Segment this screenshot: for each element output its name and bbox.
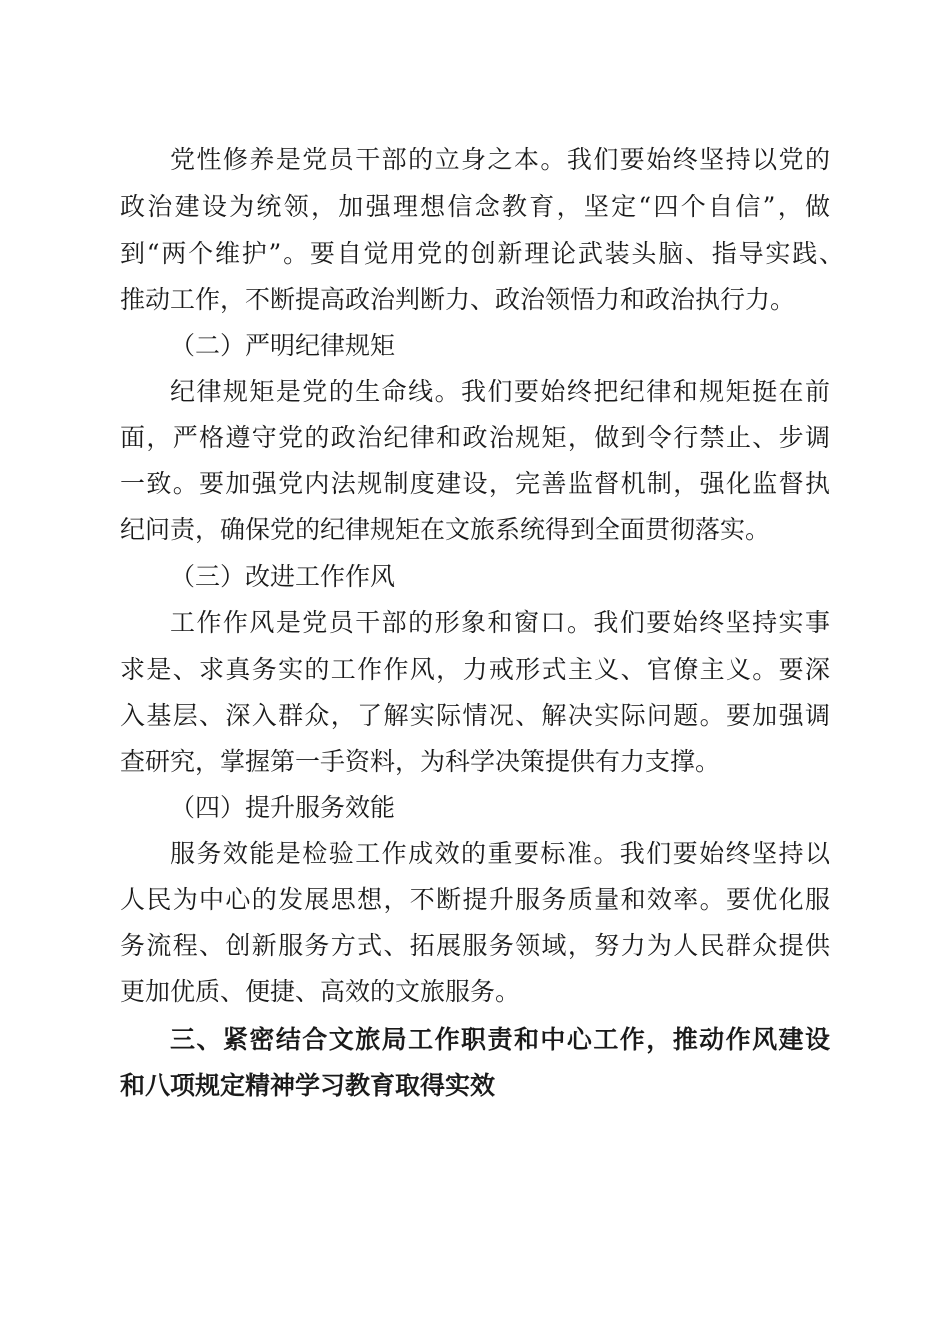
paragraph-line: 推动工作，不断提高政治判断力、政治领悟力和政治执行力。 [120,285,796,314]
paragraph-line: 人民为中心的发展思想，不断提升服务质量和效率。要优化服 [120,885,830,914]
paragraph-line: 政治建设为统领，加强理想信念教育，坚定“四个自信”，做 [120,192,830,221]
paragraph-line: 面，严格遵守党的政治纪律和政治规矩，做到令行禁止、步调 [120,423,830,452]
paragraph-line: 服务效能是检验工作成效的重要标准。我们要始终坚持以 [170,839,830,868]
subheading-work-style: （三）改进工作作风 [170,562,396,591]
section-heading: 和八项规定精神学习教育取得实效 [120,1071,496,1100]
paragraph-line: 查研究，掌握第一手资料，为科学决策提供有力支撑。 [120,747,721,776]
paragraph-line: 更加优质、便捷、高效的文旅服务。 [120,977,521,1006]
paragraph-line: 工作作风是党员干部的形象和窗口。我们要始终坚持实事 [170,608,830,637]
paragraph-line: 求是、求真务实的工作作风，力戒形式主义、官僚主义。要深 [120,655,830,684]
paragraph-line: 入基层、深入群众，了解实际情况、解决实际问题。要加强调 [120,701,830,730]
paragraph-line: 纪律规矩是党的生命线。我们要始终把纪律和规矩挺在前 [170,377,830,406]
paragraph-line: 一致。要加强党内法规制度建设，完善监督机制，强化监督执 [120,469,830,498]
subheading-service: （四）提升服务效能 [170,793,396,822]
paragraph-line: 务流程、创新服务方式、拓展服务领域，努力为人民群众提供 [120,931,830,960]
section-heading: 三、紧密结合文旅局工作职责和中心工作，推动作风建设 [170,1025,830,1054]
paragraph-line: 党性修养是党员干部的立身之本。我们要始终坚持以党的 [170,145,830,174]
subheading-discipline: （二）严明纪律规矩 [170,331,396,360]
paragraph-line: 纪问责，确保党的纪律规矩在文旅系统得到全面贯彻落实。 [120,515,771,544]
paragraph-line: 到“两个维护”。要自觉用党的创新理论武装头脑、指导实践、 [120,239,844,268]
